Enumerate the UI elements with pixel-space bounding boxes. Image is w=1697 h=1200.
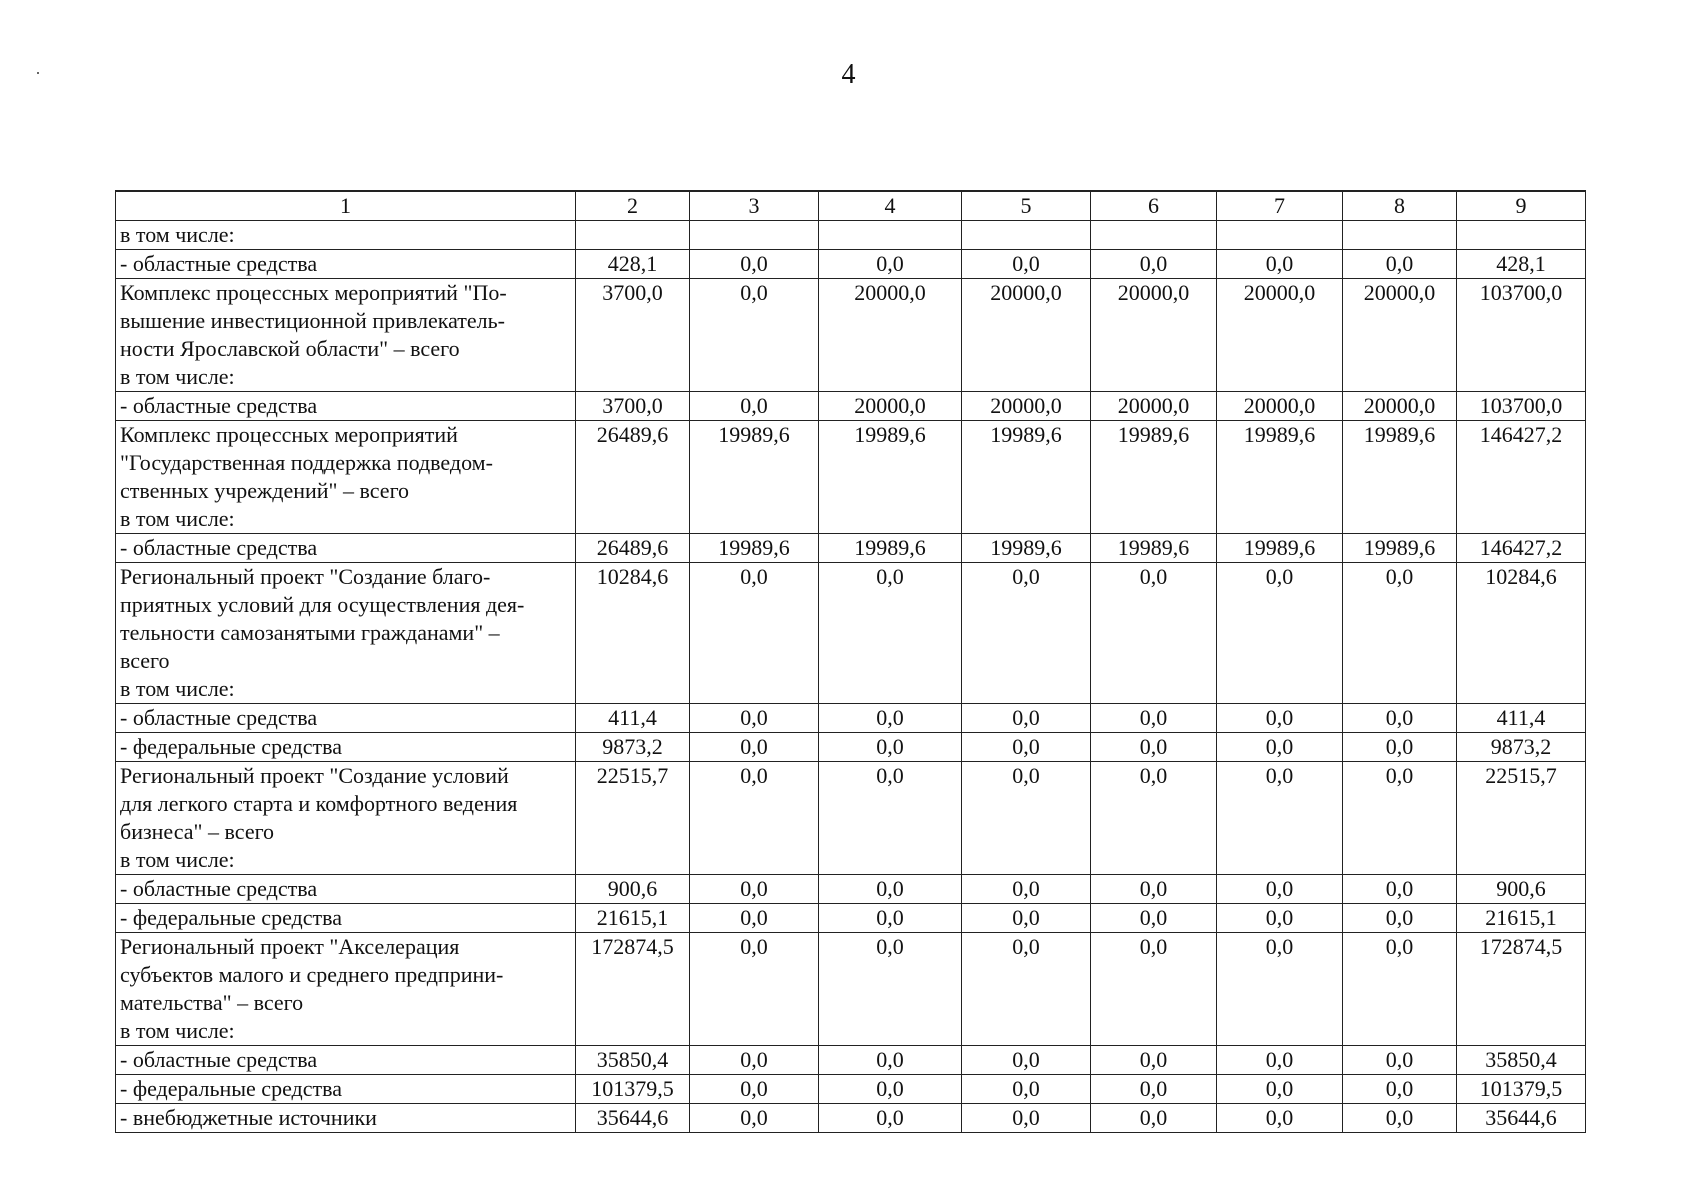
value-cell: 0,0 [1217,875,1343,904]
value-cell: 0,0 [1343,904,1457,933]
value-cell: 900,6 [576,875,690,904]
column-header: 6 [1091,191,1217,221]
table-row [116,563,1586,704]
row-label-cell [116,534,576,563]
value-cell: 0,0 [962,904,1091,933]
table-row [116,221,1586,250]
value-cell: 0,0 [1343,563,1457,704]
page-number: 4 [841,59,856,90]
row-label-line: ственных учреждений" – всего [120,478,410,503]
scan-speck [37,72,39,74]
row-label-line: тельности самозанятыми гражданами" – [120,620,500,645]
row-label-line: "Государственная поддержка подведом- [120,450,493,475]
row-label-line: в том числе: [120,506,235,531]
row-label-line: - областные средства [120,705,318,730]
value-cell: 428,1 [1457,250,1586,279]
value-cell: 0,0 [690,250,819,279]
value-cell: 20000,0 [1343,279,1457,392]
value-cell: 21615,1 [576,904,690,933]
value-cell: 35850,4 [1457,1046,1586,1075]
value-cell: 0,0 [1343,733,1457,762]
value-cell [1343,221,1457,250]
value-cell: 0,0 [1091,733,1217,762]
value-cell: 20000,0 [962,392,1091,421]
row-label-line: - областные средства [120,876,318,901]
row-label-cell [116,704,576,733]
value-cell: 0,0 [819,875,962,904]
value-cell: 0,0 [690,762,819,875]
row-label-line: - областные средства [120,535,318,560]
value-cell: 0,0 [1217,762,1343,875]
value-cell: 20000,0 [1343,392,1457,421]
value-cell: 0,0 [1091,762,1217,875]
value-cell: 0,0 [1091,1046,1217,1075]
row-label-line: Региональный проект "Акселерация [120,934,460,959]
value-cell: 0,0 [1091,1075,1217,1104]
value-cell: 22515,7 [1457,762,1586,875]
value-cell: 0,0 [962,250,1091,279]
value-cell: 0,0 [690,933,819,1046]
table-row [116,933,1586,1046]
row-label-line: в том числе: [120,364,235,389]
value-cell: 0,0 [1091,563,1217,704]
column-header: 1 [116,191,576,221]
value-cell: 19989,6 [1217,534,1343,563]
value-cell: 411,4 [1457,704,1586,733]
row-label-cell [116,762,576,875]
row-label-line: бизнеса" – всего [120,819,275,844]
value-cell: 0,0 [1343,1046,1457,1075]
row-label-line: - федеральные средства [120,734,342,759]
value-cell: 0,0 [819,563,962,704]
value-cell [690,221,819,250]
value-cell: 0,0 [1091,1104,1217,1133]
value-cell [1457,221,1586,250]
value-cell [1217,221,1343,250]
table-row [116,875,1586,904]
table-row [116,704,1586,733]
row-label-line: в том числе: [120,676,235,701]
value-cell: 9873,2 [1457,733,1586,762]
value-cell: 0,0 [962,1046,1091,1075]
row-label-cell [116,250,576,279]
value-cell: 22515,7 [576,762,690,875]
value-cell: 9873,2 [576,733,690,762]
value-cell: 0,0 [690,1104,819,1133]
row-label-line: Комплекс процессных мероприятий "По- [120,280,507,305]
row-label-line: - внебюджетные источники [120,1105,377,1130]
value-cell: 20000,0 [1091,392,1217,421]
value-cell: 101379,5 [576,1075,690,1104]
value-cell: 0,0 [819,1046,962,1075]
value-cell: 0,0 [690,904,819,933]
value-cell: 428,1 [576,250,690,279]
value-cell: 0,0 [690,704,819,733]
value-cell: 0,0 [690,1046,819,1075]
value-cell: 0,0 [690,875,819,904]
column-header: 9 [1457,191,1586,221]
value-cell: 0,0 [1217,563,1343,704]
value-cell: 0,0 [1217,933,1343,1046]
value-cell: 0,0 [819,250,962,279]
row-label-line: - областные средства [120,251,318,276]
column-header: 5 [962,191,1091,221]
value-cell: 0,0 [1091,933,1217,1046]
value-cell [1091,221,1217,250]
value-cell: 900,6 [1457,875,1586,904]
value-cell: 0,0 [962,1104,1091,1133]
table-row [116,250,1586,279]
row-label-line: в том числе: [120,222,235,247]
row-label-cell [116,904,576,933]
column-header: 8 [1343,191,1457,221]
row-label-line: ности Ярославской области" – всего [120,336,460,361]
value-cell: 10284,6 [1457,563,1586,704]
row-label-line: всего [120,648,170,673]
value-cell: 0,0 [690,279,819,392]
row-label-line: - областные средства [120,1047,318,1072]
table-header [116,191,1586,221]
value-cell: 0,0 [1343,875,1457,904]
table-row [116,279,1586,392]
value-cell: 0,0 [1217,704,1343,733]
value-cell: 101379,5 [1457,1075,1586,1104]
row-label-line: Региональный проект "Создание условий [120,763,509,788]
row-label-cell [116,392,576,421]
row-label-cell [116,1046,576,1075]
value-cell: 26489,6 [576,534,690,563]
value-cell: 0,0 [819,933,962,1046]
value-cell: 0,0 [690,1075,819,1104]
row-label-cell [116,933,576,1046]
value-cell: 0,0 [690,733,819,762]
value-cell: 0,0 [1091,875,1217,904]
table-row [116,1104,1586,1133]
value-cell: 0,0 [1217,733,1343,762]
value-cell: 0,0 [1091,704,1217,733]
row-label-cell [116,221,576,250]
value-cell: 0,0 [1217,250,1343,279]
value-cell: 0,0 [819,762,962,875]
value-cell: 0,0 [819,733,962,762]
table-row [116,904,1586,933]
value-cell: 0,0 [1343,250,1457,279]
value-cell: 26489,6 [576,421,690,534]
value-cell: 0,0 [962,1075,1091,1104]
value-cell: 3700,0 [576,279,690,392]
table-row [116,762,1586,875]
budget-table [115,190,1586,1133]
value-cell: 0,0 [819,704,962,733]
row-label-line: в том числе: [120,847,235,872]
row-label-cell [116,875,576,904]
value-cell: 172874,5 [576,933,690,1046]
value-cell: 19989,6 [690,534,819,563]
value-cell: 0,0 [1217,1104,1343,1133]
table-body [116,221,1586,1133]
value-cell [576,221,690,250]
value-cell: 20000,0 [1091,279,1217,392]
value-cell: 19989,6 [1091,421,1217,534]
value-cell: 35644,6 [1457,1104,1586,1133]
value-cell: 0,0 [1343,933,1457,1046]
value-cell: 20000,0 [819,392,962,421]
value-cell: 0,0 [962,875,1091,904]
row-label-line: - федеральные средства [120,1076,342,1101]
row-label-cell [116,279,576,392]
value-cell [819,221,962,250]
row-label-line: Региональный проект "Создание благо- [120,564,491,589]
table-row [116,1046,1586,1075]
value-cell: 19989,6 [1091,534,1217,563]
value-cell: 172874,5 [1457,933,1586,1046]
value-cell: 10284,6 [576,563,690,704]
value-cell: 0,0 [1343,1075,1457,1104]
value-cell: 19989,6 [1343,534,1457,563]
row-label-cell [116,563,576,704]
value-cell: 20000,0 [1217,279,1343,392]
column-header: 2 [576,191,690,221]
value-cell: 0,0 [819,904,962,933]
value-cell: 0,0 [1217,904,1343,933]
row-label-line: вышение инвестиционной привлекатель- [120,308,505,333]
value-cell: 146427,2 [1457,421,1586,534]
row-label-line: мательства" – всего [120,990,304,1015]
value-cell: 20000,0 [819,279,962,392]
table-row [116,421,1586,534]
value-cell: 0,0 [962,704,1091,733]
row-label-cell [116,1104,576,1133]
value-cell: 0,0 [962,762,1091,875]
value-cell: 0,0 [1217,1046,1343,1075]
value-cell: 0,0 [962,733,1091,762]
value-cell: 19989,6 [962,421,1091,534]
value-cell: 411,4 [576,704,690,733]
row-label-cell [116,421,576,534]
value-cell: 0,0 [690,392,819,421]
row-label-line: - областные средства [120,393,318,418]
table-row [116,1075,1586,1104]
value-cell: 0,0 [1217,1075,1343,1104]
value-cell: 35644,6 [576,1104,690,1133]
value-cell: 20000,0 [962,279,1091,392]
value-cell: 0,0 [962,933,1091,1046]
column-header: 7 [1217,191,1343,221]
row-label-line: субъектов малого и среднего предприни- [120,962,504,987]
row-label-cell [116,733,576,762]
value-cell: 19989,6 [1343,421,1457,534]
value-cell [962,221,1091,250]
value-cell: 3700,0 [576,392,690,421]
table-row [116,534,1586,563]
value-cell: 19989,6 [1217,421,1343,534]
value-cell: 103700,0 [1457,279,1586,392]
header-row [116,191,1586,221]
column-header: 3 [690,191,819,221]
value-cell: 20000,0 [1217,392,1343,421]
value-cell: 0,0 [1091,250,1217,279]
value-cell: 0,0 [819,1104,962,1133]
value-cell: 19989,6 [819,534,962,563]
value-cell: 19989,6 [819,421,962,534]
row-label-line: - федеральные средства [120,905,342,930]
column-header: 4 [819,191,962,221]
value-cell: 19989,6 [690,421,819,534]
value-cell: 146427,2 [1457,534,1586,563]
value-cell: 0,0 [819,1075,962,1104]
row-label-line: Комплекс процессных мероприятий [120,422,458,447]
value-cell: 0,0 [1343,762,1457,875]
table-row [116,392,1586,421]
value-cell: 35850,4 [576,1046,690,1075]
value-cell: 0,0 [690,563,819,704]
value-cell: 0,0 [1343,704,1457,733]
row-label-cell [116,1075,576,1104]
value-cell: 19989,6 [962,534,1091,563]
value-cell: 0,0 [962,563,1091,704]
row-label-line: для легкого старта и комфортного ведения [120,791,518,816]
value-cell: 21615,1 [1457,904,1586,933]
table-row [116,733,1586,762]
value-cell: 103700,0 [1457,392,1586,421]
row-label-line: в том числе: [120,1018,235,1043]
value-cell: 0,0 [1091,904,1217,933]
row-label-line: приятных условий для осуществления дея- [120,592,525,617]
value-cell: 0,0 [1343,1104,1457,1133]
